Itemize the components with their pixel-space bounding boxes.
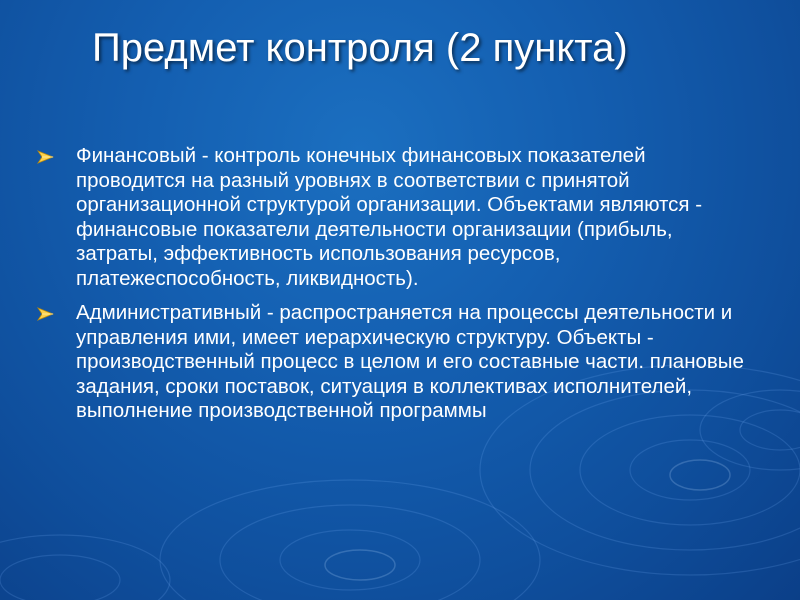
bullet-item-financial (30, 144, 770, 291)
bullet-list (30, 144, 770, 434)
bullet-text: Финансовый - контроль конечных финансовых показателей проводится на разный уровнях в соответствии с принятой организационной структурой организации. Объектами являются - финансовые показатели деятельности организации (прибыль, затраты, эффективность использования ресурсов, платежеспособность, ликвидность). (76, 144, 703, 290)
arrow-bullet-icon (36, 148, 56, 166)
slide-title: Предмет контроля (2 пункта) (92, 26, 628, 70)
bullet-item-administrative (30, 301, 770, 424)
bullet-text: Административный - распространяется на процессы деятельности и управления ими, имеет иерархическую структуру. Объекты - производственный процесс в целом и его составные части. плановые задания, сроки поставок, ситуация в коллективах исполнителей, выполнение производственной программы (76, 301, 744, 422)
arrow-bullet-icon (36, 305, 56, 323)
